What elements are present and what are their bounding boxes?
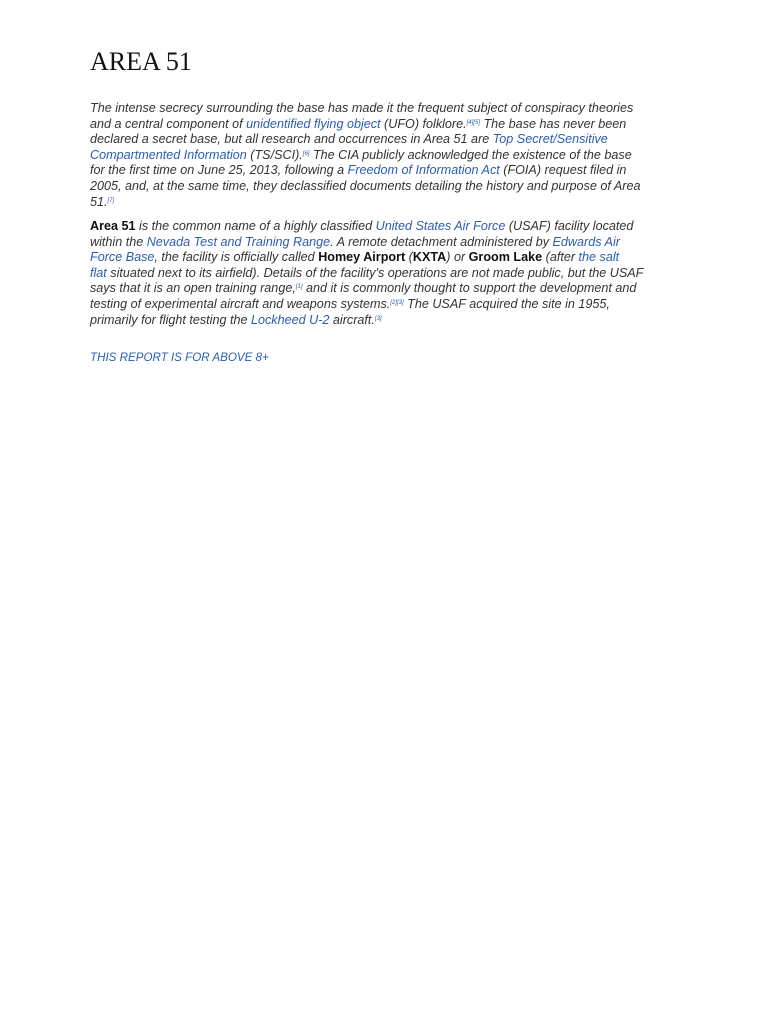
text-run: 2005, and, at the same time, they declassified documents detailing the history and purpose of Area	[90, 178, 641, 193]
text-run: (	[405, 250, 413, 265]
text-run: for the first time on June 25, 2013, following a	[90, 163, 348, 178]
bold-term: Homey Airport	[318, 250, 406, 265]
text-run: says that it is an open training range,	[90, 281, 296, 296]
text-run: and it is commonly thought to support the development and	[302, 281, 637, 296]
bold-term: Area 51	[90, 219, 136, 233]
link-top-secret[interactable]: Top Secret/Sensitive	[492, 132, 608, 147]
bold-term: Groom Lake	[468, 250, 543, 265]
text-run: testing of experimental aircraft and weapons systems.	[90, 296, 391, 311]
text-run: . A remote detachment administered by	[330, 234, 553, 249]
link-edwards-air-force-base[interactable]: Force Base	[90, 250, 155, 265]
text-run: The intense secrecy surrounding the base has made it the frequent subject of conspiracy theories	[90, 101, 634, 115]
text-run: 51.	[90, 194, 108, 209]
text-run: (after	[542, 250, 579, 265]
citation-link[interactable]: [3]	[374, 315, 382, 322]
link-freedom-of-information-act[interactable]: Freedom of Information Act	[347, 163, 500, 178]
citation-link[interactable]: [4][5]	[466, 119, 480, 126]
link-edwards-air-force-base[interactable]: Edwards Air	[552, 234, 620, 249]
text-run: ) or	[446, 250, 469, 265]
link-salt-flat[interactable]: the salt	[578, 250, 620, 265]
text-run: The base has never been	[479, 116, 627, 131]
text-run: (FOIA) request filed in	[499, 163, 627, 178]
text-run: (TS/SCI).	[246, 147, 303, 162]
area51-paragraph	[90, 219, 676, 328]
text-run: The USAF acquired the site in 1955,	[403, 296, 610, 311]
bold-term: KXTA	[412, 250, 447, 265]
page-title: AREA 51	[90, 47, 192, 76]
text-run: declared a secret base, but all research and occurrences in Area 51 are	[90, 132, 493, 147]
link-compartmented-information[interactable]: Compartmented Information	[90, 147, 247, 162]
text-run: primarily for flight testing the	[90, 312, 251, 327]
link-united-states-air-force[interactable]: United States Air Force	[375, 219, 506, 233]
citation-link[interactable]: [1]	[295, 284, 303, 291]
citation-link[interactable]: [2][3]	[390, 299, 404, 306]
text-run: within the	[90, 234, 147, 249]
link-lockheed-u2[interactable]: Lockheed U-2	[250, 312, 330, 327]
citation-link[interactable]: [7]	[107, 197, 115, 204]
text-run: situated next to its airfield). Details of the facility's operations are not made public, but the USAF	[106, 265, 644, 280]
text-run: is the common name of a highly classified	[135, 219, 376, 233]
intro-paragraph	[90, 101, 676, 210]
citation-link[interactable]: [6]	[302, 150, 310, 157]
text-run: aircraft.	[329, 312, 375, 327]
text-run: (UFO) folklore.	[380, 116, 467, 131]
text-run: The CIA publicly acknowledged the existence of the base	[309, 147, 632, 162]
text-run: , the facility is officially called	[154, 250, 319, 265]
text-run: and a central component of	[90, 116, 247, 131]
text-run: (USAF) facility located	[505, 219, 634, 233]
link-unidentified-flying-object[interactable]: unidentified flying object	[246, 116, 381, 131]
link-nevada-test-range[interactable]: Nevada Test and Training Range	[146, 234, 331, 249]
report-note: THIS REPORT IS FOR ABOVE 8+	[90, 351, 269, 364]
link-salt-flat[interactable]: flat	[90, 265, 107, 280]
